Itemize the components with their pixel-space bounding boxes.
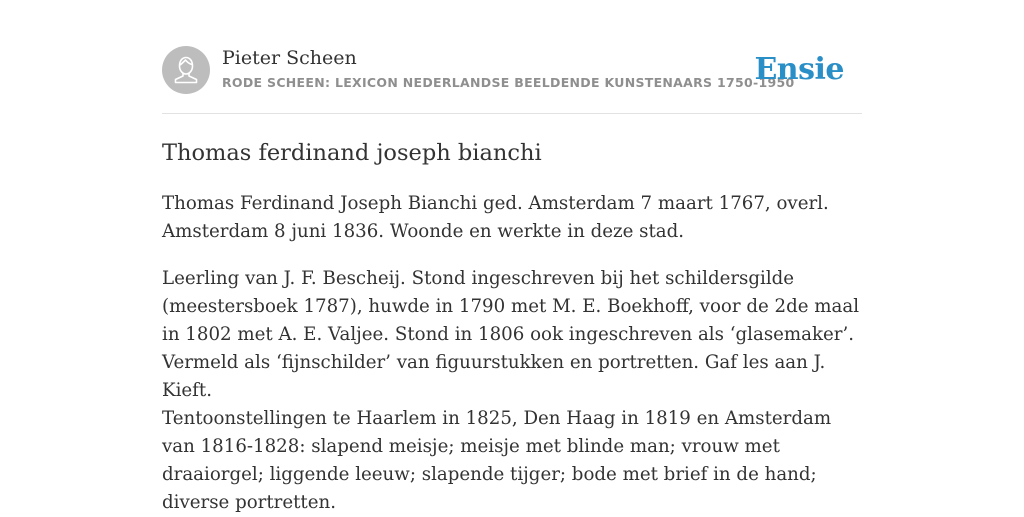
article-title: Thomas ferdinand joseph bianchi bbox=[162, 140, 542, 166]
article-header bbox=[162, 46, 862, 96]
article-paragraph: Leerling van J. F. Bescheij. Stond ingeschreven bij het schildersgilde (meestersboek 1787), huwde in 1790 met M. E. Boekhoff, voor de 2de maal in 1802 met A. E. Valjee. Stond in 1806 ook ingeschreven als ‘glasemaker’. Vermeld als ‘fijnschilder’ van figuurstukken en portretten. Gaf les aan J. Kieft. bbox=[162, 268, 860, 401]
brand-logo[interactable]: Ensie bbox=[754, 52, 844, 87]
header-divider bbox=[162, 113, 862, 114]
author-name[interactable]: Pieter Scheen bbox=[222, 47, 357, 69]
user-silhouette-icon bbox=[162, 46, 210, 94]
source-title[interactable]: RODE SCHEEN: LEXICON NEDERLANDSE BEELDENDE KUNSTENAARS 1750-1950 bbox=[222, 75, 795, 90]
article-card bbox=[162, 46, 862, 513]
article-paragraph: Thomas Ferdinand Joseph Bianchi ged. Amsterdam 7 maart 1767, overl. Amsterdam 8 juni 1836. Woonde en werkte in deze stad. bbox=[162, 193, 829, 242]
article-paragraph: Tentoonstellingen te Haarlem in 1825, Den Haag in 1819 en Amsterdam van 1816-1828: slapend meisje; meisje met blinde man; vrouw met draaiorgel; liggende leeuw; slapende tijger; bode met brief in de hand; diverse portretten. bbox=[162, 408, 832, 513]
author-avatar[interactable] bbox=[162, 46, 210, 94]
